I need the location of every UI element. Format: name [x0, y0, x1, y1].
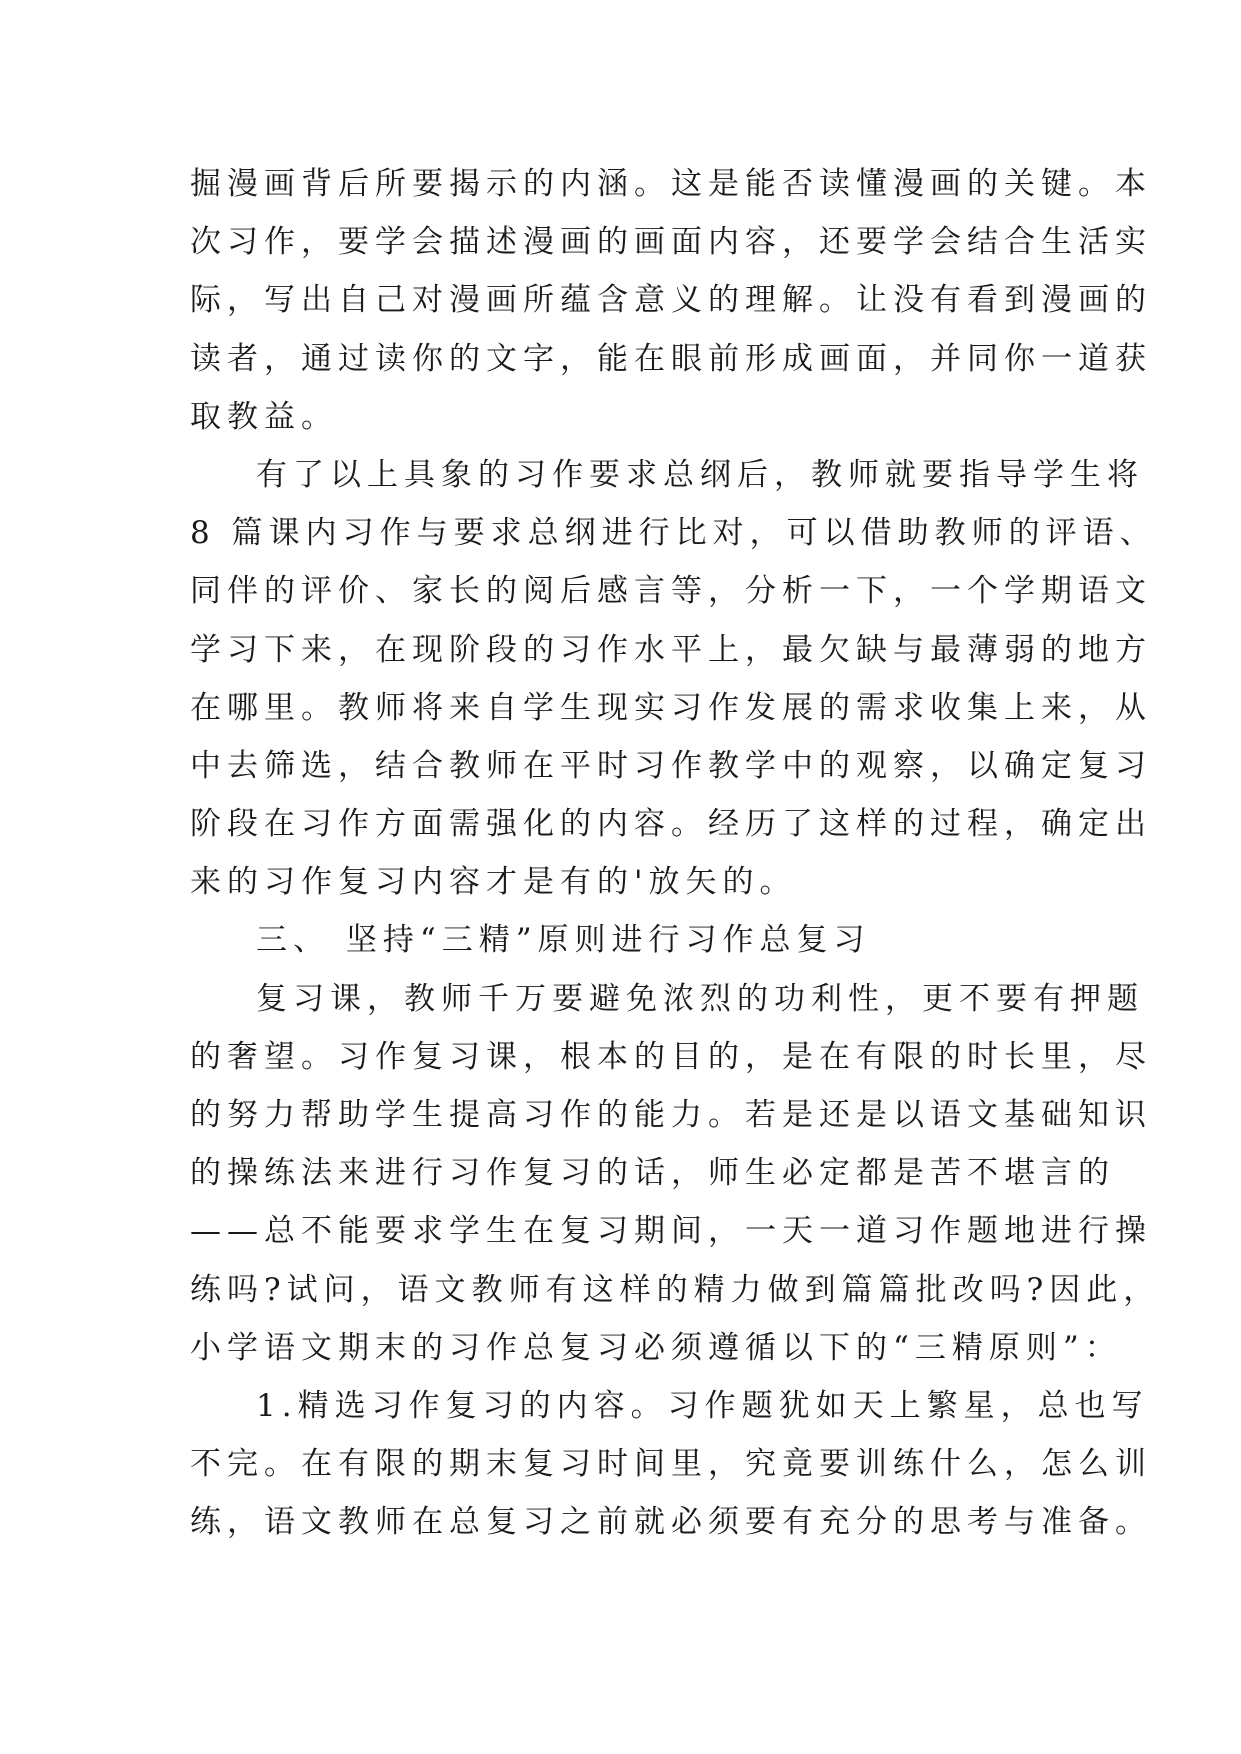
text-line: 中去筛选，结合教师在平时习作教学中的观察，以确定复习: [190, 747, 1152, 784]
body-text: [190, 155, 1161, 1552]
text-line: 在哪里。教师将来自学生现实习作发展的需求收集上来，从: [190, 689, 1152, 726]
text-line: 练，语文教师在总复习之前就必须要有充分的思考与准备。: [190, 1504, 1152, 1541]
text-line: ——总不能要求学生在复习期间，一天一道习作题地进行操: [190, 1213, 1152, 1250]
paragraph-first-line: 有了以上具象的习作要求总纲后，教师就要指导学生将: [256, 456, 1144, 493]
text-line: 练吗?试问，语文教师有这样的精力做到篇篇批改吗?因此，: [190, 1271, 1161, 1308]
text-line: 同伴的评价、家长的阅后感言等，分析一下，一个学期语文: [190, 573, 1152, 610]
text-line: 小学语文期末的习作总复习必须遵循以下的“三精原则”：: [190, 1329, 1122, 1366]
text-line: 的努力帮助学生提高习作的能力。若是还是以语文基础知识: [190, 1097, 1152, 1133]
text-line: 的奢望。习作复习课，根本的目的，是在有限的时长里，尽: [190, 1038, 1152, 1075]
text-line: 8 篇课内习作与要求总纲进行比对，可以借助教师的评语、: [190, 515, 1157, 552]
text-line: 际，写出自己对漫画所蕴含意义的理解。让没有看到漫画的: [190, 282, 1152, 319]
text-line: 学习下来，在现阶段的习作水平上，最欠缺与最薄弱的地方: [190, 631, 1152, 668]
text-line: 次习作，要学会描述漫画的画面内容，还要学会结合生活实: [190, 224, 1152, 261]
text-line: 读者，通过读你的文字，能在眼前形成画面，并同你一道获: [190, 340, 1152, 377]
text-line: 阶段在习作方面需强化的内容。经历了这样的过程，确定出: [190, 806, 1152, 843]
text-line: 来的习作复习内容才是有的'放矢的。: [190, 864, 797, 901]
list-item-first-line: 1.精选习作复习的内容。习作题犹如天上繁星，总也写: [256, 1387, 1149, 1424]
text-line: 不完。在有限的期末复习时间里，究竟要训练什么，怎么训: [190, 1446, 1152, 1483]
text-line: 取教益。: [190, 398, 338, 435]
text-line: 掘漫画背后所要揭示的内涵。这是能否读懂漫画的关键。本: [190, 166, 1152, 202]
section-heading: 三、 坚持“三精”原则进行习作总复习: [256, 922, 871, 959]
text-line: 的操练法来进行习作复习的话，师生必定都是苦不堪言的: [190, 1155, 1115, 1192]
paragraph-first-line: 复习课，教师千万要避免浓烈的功利性，更不要有押题: [256, 980, 1144, 1017]
